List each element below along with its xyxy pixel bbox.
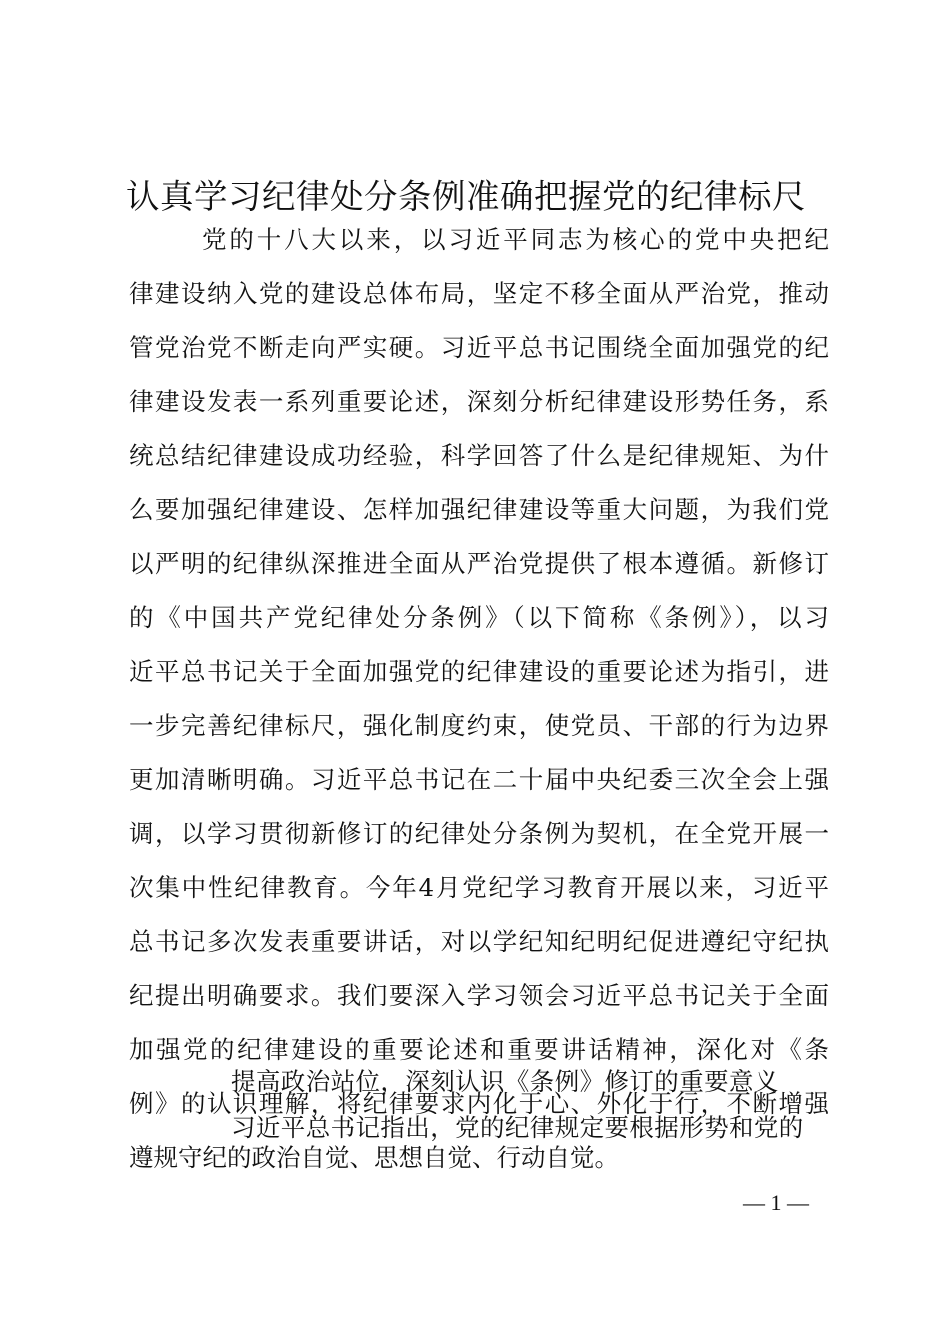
paragraph-line: 么要加强纪律建设、怎样加强纪律建设等重大问题，为我们党 xyxy=(129,495,829,524)
paragraph-line: 律建设发表一系列重要论述，深刻分析纪律建设形势任务，系 xyxy=(129,387,829,416)
section-heading: 提高政治站位，深刻认识《条例》修订的重要意义 xyxy=(231,1067,779,1096)
paragraph-line: 近平总书记关于全面加强党的纪律建设的重要论述为指引，进 xyxy=(129,657,829,686)
paragraph-line: 更加清晰明确。习近平总书记在二十届中央纪委三次全会上强 xyxy=(129,765,829,794)
document-title: 认真学习纪律处分条例准确把握党的纪律标尺 xyxy=(126,177,806,216)
paragraph-line: 次集中性纪律教育。今年4月党纪学习教育开展以来，习近平 xyxy=(129,873,829,902)
paragraph-line: 律建设纳入党的建设总体布局，坚定不移全面从严治党，推动 xyxy=(129,279,829,308)
paragraph-line: 的《中国共产党纪律处分条例》（以下简称《条例》），以习 xyxy=(129,603,829,632)
paragraph-line: 统总结纪律建设成功经验，科学回答了什么是纪律规矩、为什 xyxy=(129,441,829,470)
paragraph-line: 以严明的纪律纵深推进全面从严治党提供了根本遵循。新修订 xyxy=(129,549,829,578)
paragraph-line: 管党治党不断走向严实硬。习近平总书记围绕全面加强党的纪 xyxy=(129,333,829,362)
paragraph-line: 纪提出明确要求。我们要深入学习领会习近平总书记关于全面 xyxy=(129,981,829,1010)
page-number: — 1 — xyxy=(743,1190,809,1215)
paragraph-line: 总书记多次发表重要讲话，对以学纪知纪明纪促进遵纪守纪执 xyxy=(129,927,829,956)
paragraph-line: 一步完善纪律标尺，强化制度约束，使党员、干部的行为边界 xyxy=(129,711,829,740)
paragraph-1 xyxy=(129,213,829,1185)
paragraph-line: 遵规守纪的政治自觉、思想自觉、行动自觉。 xyxy=(129,1143,619,1172)
paragraph-line: 例》的认识理解，将纪律要求内化于心、外化于行，不断增强 xyxy=(129,1089,829,1118)
paragraph-line: 党的十八大以来，以习近平同志为核心的党中央把纪 xyxy=(202,225,829,254)
paragraph-line: 调，以学习贯彻新修订的纪律处分条例为契机，在全党开展一 xyxy=(129,819,829,848)
paragraph-line: 加强党的纪律建设的重要论述和重要讲话精神，深化对《条 xyxy=(129,1035,829,1064)
paragraph-2-line: 习近平总书记指出，党的纪律规定要根据形势和党的 xyxy=(231,1113,804,1142)
